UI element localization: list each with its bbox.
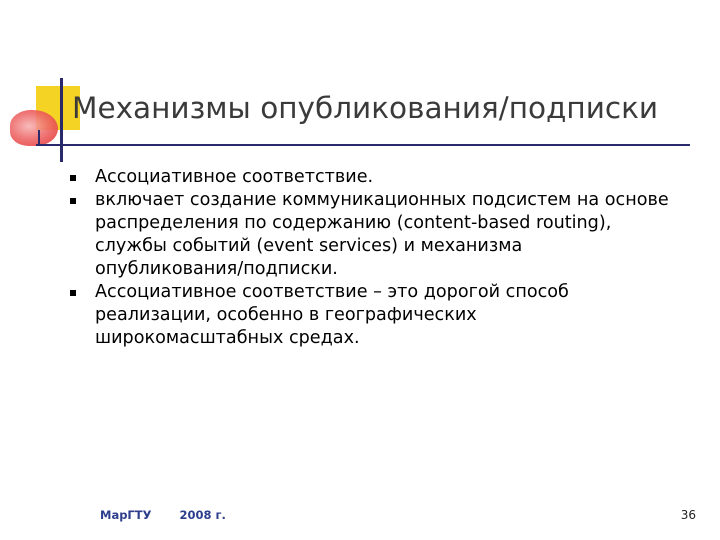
decorative-short-rule — [38, 130, 40, 144]
bullet-text: Ассоциативное соответствие – это дорогой способ реализации, особенно в географических широкомасштабных средах. — [95, 282, 569, 348]
bullet-item — [70, 166, 670, 189]
page-number: 36 — [680, 508, 696, 522]
decorative-red-shape — [10, 110, 58, 146]
decorative-vertical-rule — [60, 78, 63, 162]
square-bullet-icon — [70, 198, 76, 204]
bullet-list — [70, 166, 670, 350]
slide-title: Механизмы опубликования/подписки — [72, 91, 659, 125]
footer-year: 2008 г. — [179, 508, 226, 522]
square-bullet-icon — [70, 290, 76, 296]
footer-organization: МарГТУ — [100, 508, 152, 522]
square-bullet-icon — [70, 175, 76, 181]
bullet-text: включает создание коммуникационных подсистем на основе распределения по содержанию (content-based routing), службы событий (event services) и механизма опубликования/подписки. — [95, 190, 669, 279]
title-underline-rule — [36, 144, 690, 146]
bullet-item — [70, 281, 670, 350]
bullet-text: Ассоциативное соответствие. — [95, 167, 374, 187]
bullet-item — [70, 189, 670, 281]
footer — [100, 508, 226, 522]
